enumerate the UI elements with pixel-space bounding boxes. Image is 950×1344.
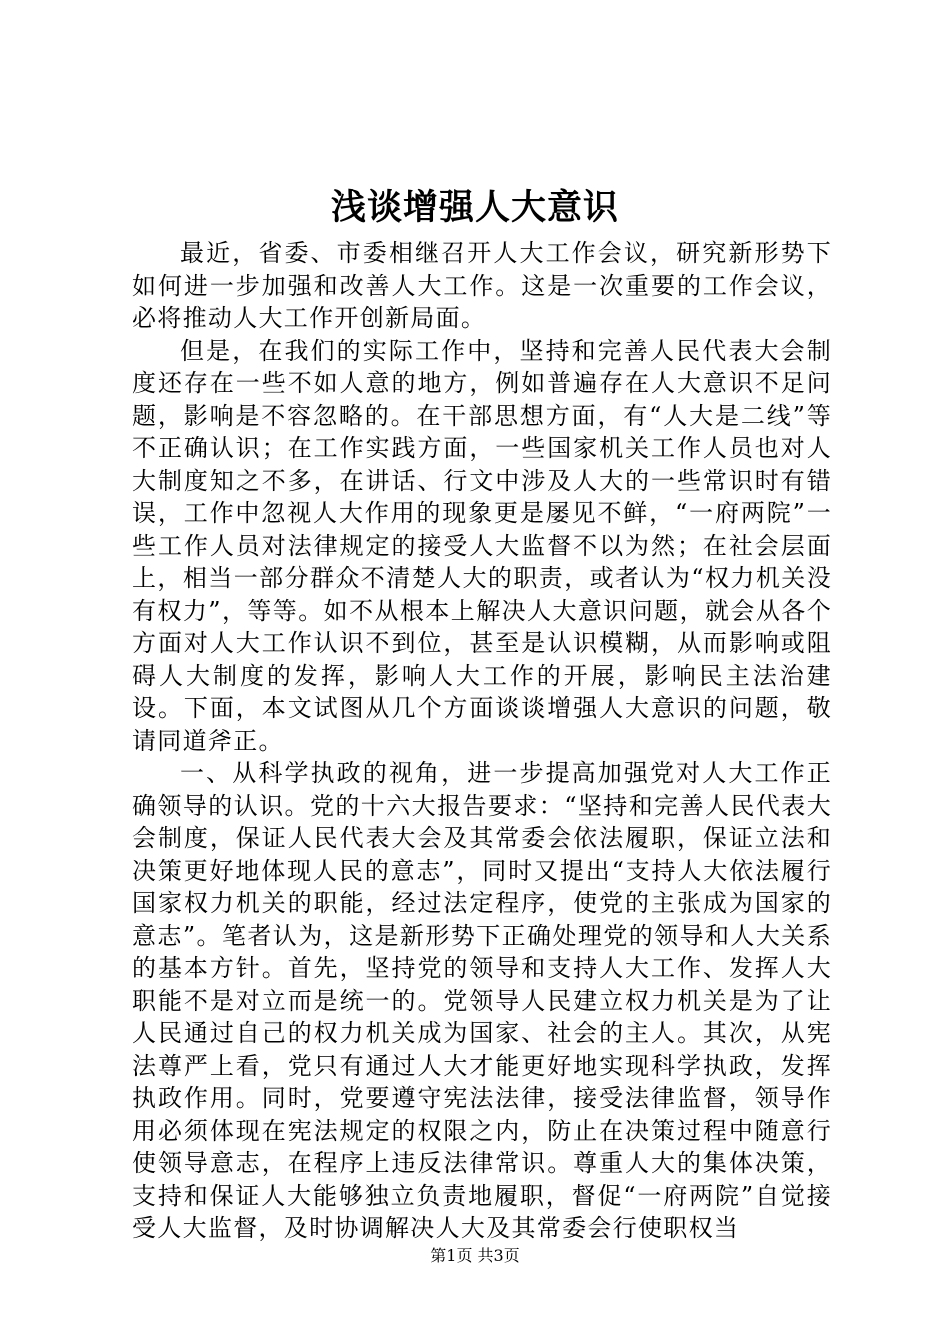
paragraph-intro: 最近，省委、市委相继召开人大工作会议，研究新形势下如何进一步加强和改善人大工作。这是一次重要的工作会议，必将推动人大工作开创新局面。 bbox=[132, 239, 832, 332]
paragraph-problem: 但是，在我们的实际工作中，坚持和完善人民代表大会制度还存在一些不如人意的地方，例如普遍存在人大意识不足问题，影响是不容忽略的。在干部思想方面，有“人大是二线”等不正确认识；在工作实践方面，一些国家机关工作人员也对人大制度知之不多，在讲话、行文中涉及人大的一些常识时有错误，工作中忽视人大作用的现象更是屡见不鲜，“一府两院”一些工作人员对法律规定的接受人大监督不以为然；在社会层面上，相当一部分群众不清楚人大的职责，或者认为“权力机关没有权力”，等等。如不从根本上解决人大意识问题，就会从各个方面对人大工作认识不到位，甚至是认识模糊，从而影响或阻碍人大制度的发挥，影响人大工作的开展，影响民主法治建设。下面，本文试图从几个方面谈谈增强人大意识的问题，敬请同道斧正。 bbox=[132, 336, 832, 755]
document-body bbox=[132, 237, 832, 1245]
document-title: 浅谈增强人大意识 bbox=[330, 187, 619, 228]
paragraph-section-one: 一、从科学执政的视角，进一步提高加强党对人大工作正确领导的认识。党的十六大报告要求：“坚持和完善人民代表大会制度，保证人民代表大会及其常委会依法履职，保证立法和决策更好地体现人民的意志”，同时又提出“支持人大依法履行国家权力机关的职能，经过法定程序，使党的主张成为国家的意志”。笔者认为，这是新形势下正确处理党的领导和人大关系的基本方针。首先，坚持党的领导和支持人大工作、发挥人大职能不是对立而是统一的。党领导人民建立权力机关是为了让人民通过自己的权力机关成为国家、社会的主人。其次，从宪法尊严上看，党只有通过人大才能更好地实现科学执政，发挥执政作用。同时，党要遵守宪法法律，接受法律监督，领导作用必须体现在宪法规定的权限之内，防止在决策过程中随意行使领导意志，在程序上违反法律常识。尊重人大的集体决策，支持和保证人大能够独立负责地履职，督促“一府两院”自觉接受人大监督，及时协调解决人大及其常委会行使职权当 bbox=[132, 759, 832, 1242]
page-number-footer: 第1页 共3页 bbox=[430, 1246, 520, 1265]
